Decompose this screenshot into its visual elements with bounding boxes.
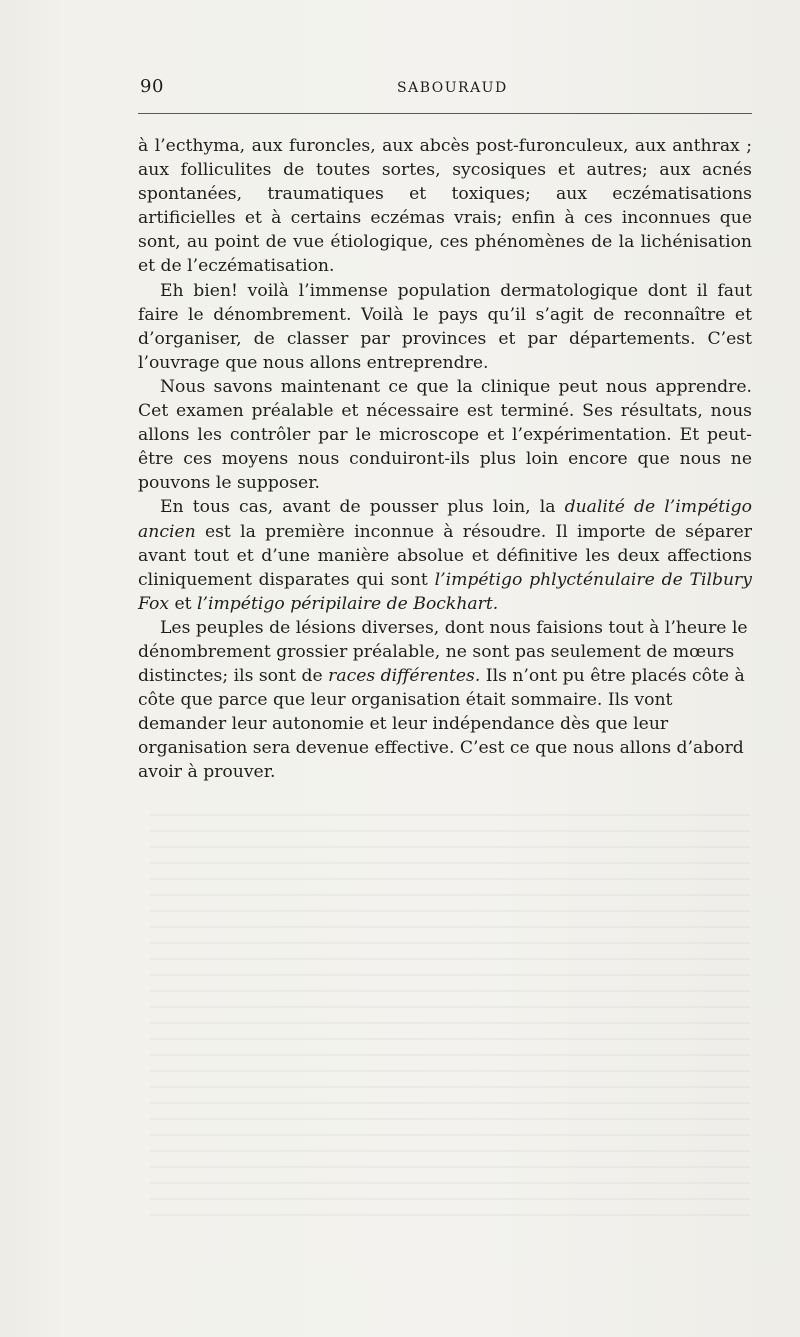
paragraph-4-italic-duality: dualité de l’impétigo ancien — [138, 497, 752, 542]
paragraph-4-italic-bockhart: l’impétigo péripilaire de Bockhart. — [197, 593, 499, 614]
show-through-texture — [150, 800, 750, 1230]
paragraph-4-text-c: est la première inconnue à résoudre. Il importe de séparer avant tout et d’une manière absolue et définitive les deux affections cliniquement disparates qui sont — [138, 521, 752, 590]
paragraph-5-text-c: Ils n’ont pu être placés côte à côte que parce que leur organisation était sommaire. Ils vont demander leur autonomie et leur indépendance dès que leur organisation sera devenue effective. C’est ce que nous allons d’abord avoir à prouver. — [138, 666, 745, 783]
page-number: 90 — [140, 76, 164, 97]
running-head: SABOURAUD — [397, 80, 508, 96]
header-rule — [138, 113, 752, 114]
paragraph-4-italic-tilbury-fox: l’impétigo phlycténulaire de Tilbury Fox — [138, 569, 752, 614]
paragraph-5-text-a: Les peuples de lésions diverses, dont nous faisions tout à l’heure le dénombrement grossier préalable, ne sont pas seulement de mœurs distinctes; ils sont de — [138, 617, 748, 687]
body-text — [138, 134, 752, 785]
paragraph-1: à l’ecthyma, aux furoncles, aux abcès post-furonculeux, aux anthrax ; aux folliculites de toutes sortes, sycosiques et autres; aux acnés spontanées, traumatiques et toxiques; aux eczématisations artificielles et à certains eczémas vrais; enfin à ces inconnues que sont, au point de vue étiologique, ces phénomènes de la lichénisation et de l’eczématisation. — [138, 136, 752, 277]
paragraph-4-text-a: En tous cas, avant de pousser plus loin, la — [160, 497, 565, 518]
paragraph-2: Eh bien! voilà l’immense population dermatologique dont il faut faire le dénombrement. Voilà le pays qu’il s’agit de reconnaître et d’organiser, de classer par provinces et par départements. C’est l’ouvrage que nous allons entreprendre. — [138, 280, 752, 373]
paragraph-5 — [138, 616, 752, 785]
paragraph-4 — [138, 495, 752, 615]
paragraph-5-italic-races: races différentes. — [328, 666, 481, 687]
page-header — [140, 76, 752, 106]
paragraph-3: Nous savons maintenant ce que la clinique peut nous apprendre. Cet examen préalable et nécessaire est terminé. Ses résultats, nous allons les contrôler par le microscope et l’expérimentation. Et peut-être ces moyens nous conduiront-ils plus loin encore que nous ne pouvons le supposer. — [138, 376, 752, 494]
paragraph-4-text-e: et — [169, 593, 198, 614]
